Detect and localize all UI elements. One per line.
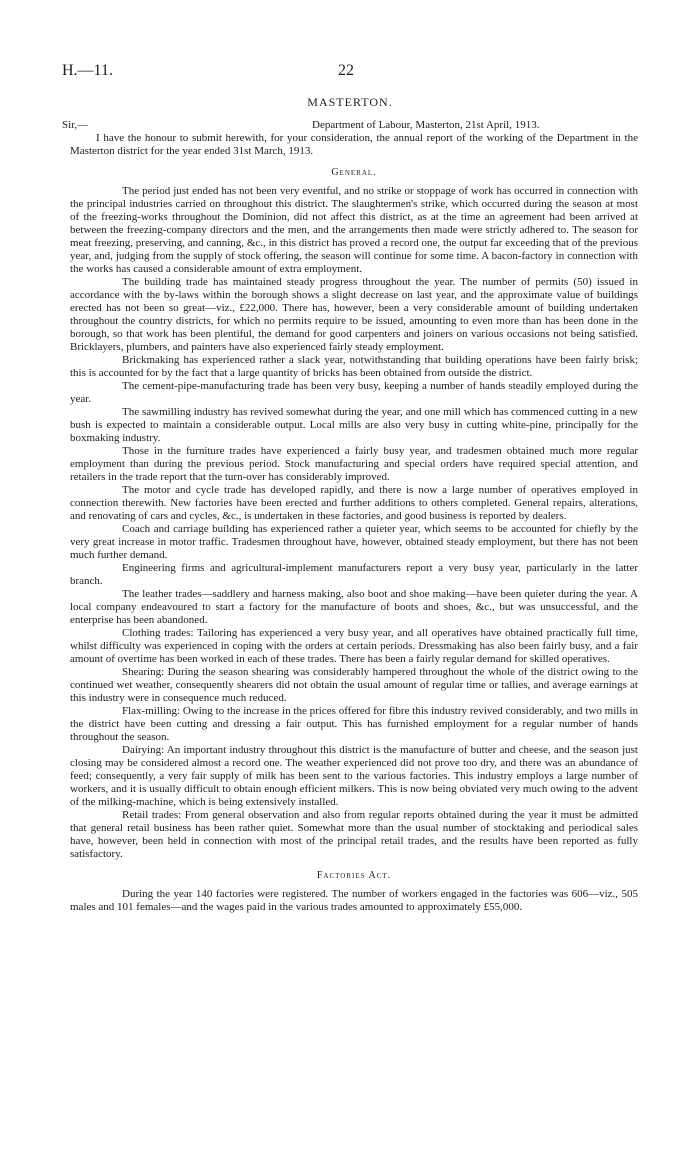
body-paragraph: Flax-milling: Owing to the increase in the prices offered for fibre this industry revived considerably, and two mills in the district have been cutting and dressing a fair output. This has furnished employment for a regular number of hands throughout the season. (70, 705, 638, 743)
body-paragraph: The cement-pipe-manufacturing trade has been very busy, keeping a number of hands steadily employed during the year. (70, 380, 638, 405)
body-paragraph: The sawmilling industry has revived somewhat during the year, and one mill which has commenced cutting in a new bush is expected to maintain a considerable output. Local mills are also very busy in cutting white-pine, principally for the boxmaking industry. (70, 406, 638, 444)
district-heading: MASTERTON. (307, 95, 393, 109)
body-paragraph: Dairying: An important industry throughout this district is the manufacture of butter and cheese, and the season just closing may be considered almost a record one. The weather experienced did not prove too dry, and there was an abundance of feed; consequently, a very fair supply of milk has been sent to the various factories. This industry employs a large number of workers, and it is usually difficult to obtain enough efficient milkers. This is now being obviated very much owing to the advent of the milking-machine, which is being extensively installed. (70, 744, 638, 808)
body-paragraph: Those in the furniture trades have experienced a fairly busy year, and tradesmen obtained much more regular employment than during the previous period. Stock manufacturing and special orders have required special attention, and retailers in the trade report that the turn-over has considerably improved. (70, 445, 638, 483)
section-heading-general: General. (331, 167, 377, 178)
report-body (70, 132, 638, 914)
body-paragraph: Retail trades: From general observation and also from regular reports obtained during the year it must be admitted that general retail business has been rather quiet. Somewhat more than the usual number of stocktaking and periodical sales have, however, been held in connection with most of the principal retail trades, and the results have been reported as fully satisfactory. (70, 809, 638, 860)
body-paragraph: Clothing trades: Tailoring has experienced a very busy year, and all operatives have obtained practically full time, whilst difficulty was experienced in coping with the orders at certain periods. Dressmaking has also been fairly busy, and a fair amount of overtime has been worked in each of these trades. There has been a fairly regular demand for skilled operatives. (70, 627, 638, 665)
body-paragraph: The leather trades—saddlery and harness making, also boot and shoe making—have been quieter during the year. A local company endeavoured to start a factory for the manufacture of boots and shoes, &c., but was unsuccessful, and the enterprise has been abandoned. (70, 588, 638, 626)
paper-reference: H.—11. (62, 62, 113, 79)
section-heading-factories-act: Factories Act. (316, 870, 392, 881)
body-paragraph: Brickmaking has experienced rather a slack year, notwithstanding that building operations have been fairly brisk; this is accounted for by the fact that a large quantity of bricks has been obtained from outside the district. (70, 354, 638, 379)
intro-paragraph: I have the honour to submit herewith, for your consideration, the annual report of the working of the Department in the Masterton district for the year ended 31st March, 1913. (70, 132, 638, 157)
body-paragraph: Shearing: During the season shearing was considerably hampered throughout the whole of the district owing to the continued wet weather, consequently shearers did not obtain the usual amount of regular time or tallies, and average earnings at this industry were in consequence much reduced. (70, 666, 638, 704)
body-paragraph: Coach and carriage building has experienced rather a quieter year, which seems to be accounted for chiefly by the very great increase in motor traffic. Tradesmen throughout have, however, obtained steady employment, but there has not been much further demand. (70, 523, 638, 561)
page-number: 22 (338, 62, 354, 79)
body-paragraph: During the year 140 factories were registered. The number of workers engaged in the factories was 606—viz., 505 males and 101 females—and the wages paid in the various trades amounted to approximately £55,000. (70, 888, 638, 913)
body-paragraph: The period just ended has not been very eventful, and no strike or stoppage of work has occurred in connection with the principal industries carried on throughout this district. The slaughtermen's strike, which occurred during the season at most of the freezing-works throughout the Dominion, did not affect this district, as at the time an agreement had been arrived at between the freezing-company directors and the men, and the arrangements then made were strictly adhered to. The season for meat freezing, preserving, and canning, &c., in this district has proved a record one, the output far exceeding that of the previous year, and, judging from the supply of stock offering, the season will continue for some time. A bacon-factory in connection with the works has caused a considerable amount of extra employment. (70, 185, 638, 275)
salutation: Sir,— (62, 119, 89, 131)
body-paragraph: The motor and cycle trade has developed rapidly, and there is now a large number of operatives employed in connection therewith. New factories have been erected and further additions to others completed. General repairs, alterations, and renovating of cars and cycles, &c., is undertaken in these factories, and good business is reported by dealers. (70, 484, 638, 522)
department-dateline: Department of Labour, Masterton, 21st April, 1913. (312, 119, 540, 131)
body-paragraph: Engineering firms and agricultural-implement manufacturers report a very busy year, particularly in the latter branch. (70, 562, 638, 587)
body-paragraph: The building trade has maintained steady progress throughout the year. The number of permits (50) issued in accordance with the by-laws within the borough shows a slight decrease on last year, and the approximate value of buildings erected has not been so great—viz., £22,000. There has, however, been a very considerable amount of building undertaken throughout the country districts, for which no permits require to be issued, amounting to even more than has been done in the borough, so that work has been plentiful, the demand for good carpenters and joiners on various occasions not being satisfied. Bricklayers, plumbers, and painters have also experienced fairly steady employment. (70, 276, 638, 353)
